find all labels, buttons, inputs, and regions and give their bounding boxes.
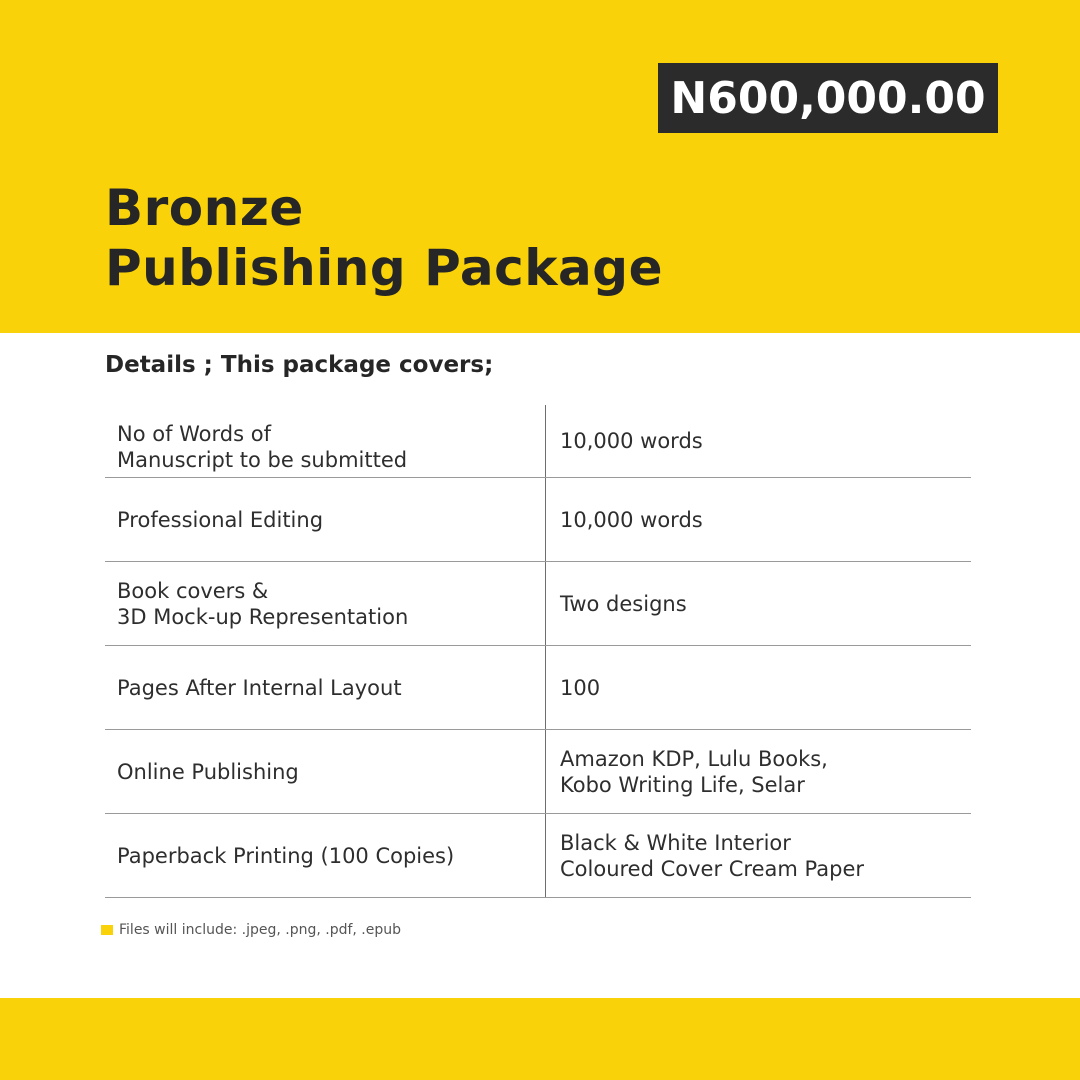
row-label-line: Book covers & bbox=[117, 578, 269, 603]
table-row bbox=[105, 730, 971, 814]
table-row bbox=[105, 814, 971, 898]
row-label bbox=[105, 578, 545, 630]
row-label-line: Paperback Printing (100 Copies) bbox=[117, 843, 455, 868]
row-label-line: Pages After Internal Layout bbox=[117, 675, 402, 700]
row-value bbox=[545, 814, 971, 897]
package-title bbox=[105, 178, 663, 298]
row-label bbox=[105, 409, 545, 473]
row-value-line: Coloured Cover Cream Paper bbox=[560, 856, 864, 881]
files-note-text: Files will include: .jpeg, .png, .pdf, .epub bbox=[119, 922, 402, 938]
row-label bbox=[105, 675, 545, 701]
table-row bbox=[105, 646, 971, 730]
row-value bbox=[545, 562, 971, 645]
row-value-line: 100 bbox=[560, 675, 601, 700]
row-label bbox=[105, 507, 545, 533]
row-label-line: 3D Mock-up Representation bbox=[117, 604, 409, 629]
table-row bbox=[105, 478, 971, 562]
row-label bbox=[105, 759, 545, 785]
row-value bbox=[545, 646, 971, 729]
table-row bbox=[105, 405, 971, 478]
row-value bbox=[545, 730, 971, 813]
package-title-line-1: Bronze bbox=[105, 179, 304, 237]
bottom-banner bbox=[0, 998, 1080, 1080]
row-value-line: Black & White Interior bbox=[560, 830, 791, 855]
row-value-line: Two designs bbox=[560, 591, 687, 616]
price-badge bbox=[658, 63, 998, 133]
row-label-line: Professional Editing bbox=[117, 507, 324, 532]
row-value bbox=[545, 405, 971, 477]
row-value-line: Amazon KDP, Lulu Books, bbox=[560, 746, 828, 771]
details-heading: Details ; This package covers; bbox=[105, 352, 494, 378]
package-details-table bbox=[105, 405, 971, 898]
row-label-line: Manuscript to be submitted bbox=[117, 448, 408, 472]
package-title-line-2: Publishing Package bbox=[105, 239, 663, 297]
row-value-line: Kobo Writing Life, Selar bbox=[560, 772, 805, 797]
row-value-line: 10,000 words bbox=[560, 507, 703, 532]
row-value bbox=[545, 478, 971, 561]
price-text: N600,000.00 bbox=[670, 72, 986, 124]
files-note bbox=[101, 922, 401, 938]
row-label bbox=[105, 843, 545, 869]
row-label-line: No of Words of bbox=[117, 422, 271, 446]
square-bullet-icon bbox=[101, 925, 113, 935]
row-value-line: 10,000 words bbox=[560, 429, 703, 453]
row-label-line: Online Publishing bbox=[117, 759, 299, 784]
table-row bbox=[105, 562, 971, 646]
